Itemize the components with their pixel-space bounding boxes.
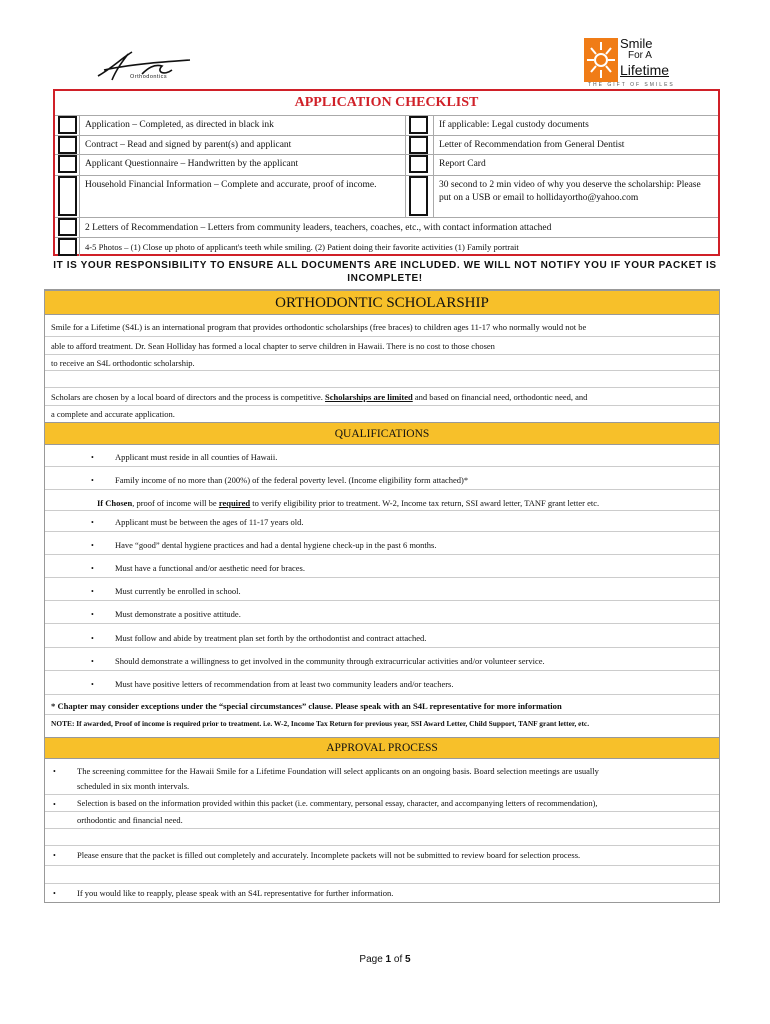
intro-line: to receive an S4L orthodontic scholarship. [51,358,195,368]
checklist-item: 4-5 Photos – (1) Close up photo of applicant's teeth while smiling. (2) Patient doing their favorite activities (1) Family portrait [85,242,519,252]
qualification-item: Family income of no more than (200%) of the federal poverty level. (Income eligibility form attached)* [115,475,469,485]
checklist-item: Application – Completed, as directed in black ink [85,120,274,130]
approval-process-title: APPROVAL PROCESS [45,737,719,759]
logo-for-a: For A [628,50,652,61]
checkbox-questionnaire[interactable] [58,155,77,173]
responsibility-warning: IT IS YOUR RESPONSIBILITY TO ENSURE ALL DOCUMENTS ARE INCLUDED. WE WILL NOT NOTIFY YOU IF YOUR PACKET IS INCOMPLETE! [53,260,717,284]
sun-icon [584,38,618,82]
checklist-item: If applicable: Legal custody documents [439,120,589,130]
intro-line: Smile for a Lifetime (S4L) is an international program that provides orthodontic scholarships (free braces) to children ages 11-17 who normally would not be [51,322,587,332]
checkbox-custody[interactable] [409,116,428,134]
checkbox-video[interactable] [409,176,428,216]
checklist-item: Applicant Questionnaire – Handwritten by the applicant [85,159,299,169]
checklist-title: APPLICATION CHECKLIST [294,95,479,110]
qualification-item: Must have positive letters of recommendation from at least two community leaders and/or teachers. [115,679,454,689]
awarded-note: NOTE: If awarded, Proof of income is required prior to treatment. i.e. W-2, Income Tax Return for previous year, SSI Award Letter, Child Support, TANF grant letter, etc. [51,719,590,728]
checklist-item: Contract – Read and signed by parent(s) and applicant [85,140,292,150]
scholarship-title: ORTHODONTIC SCHOLARSHIP [45,290,719,315]
approval-item: Please ensure that the packet is filled out completely and accurately. Incomplete packets will not be submitted to review board for selection process. [77,850,581,860]
selection-text: Scholars are chosen by a local board of directors and the process is competitive. Scholarships are limited and based on financial need, orthodontic need, and [51,392,588,402]
logo-lifetime: Lifetime [620,62,670,78]
qualification-item: Have “good” dental hygiene practices and had a dental hygiene check-up in the past 6 months. [115,540,437,550]
checkbox-dentist-letter[interactable] [409,136,428,154]
logo-subtitle: Orthodontics [130,74,168,80]
selection-text-2: a complete and accurate application. [51,409,175,419]
qualifications-title: QUALIFICATIONS [45,422,719,445]
checklist-item: 30 second to 2 min video of why you deserve the scholarship: Please put on a USB or email to hollidayortho@yahoo.com [439,180,701,203]
logo-smile: Smile [620,36,653,51]
approval-item: The screening committee for the Hawaii Smile for a Lifetime Foundation will select applicants on an ongoing basis. Board selection meetings are usually [77,766,599,776]
checkbox-financial[interactable] [58,176,77,216]
checkbox-application[interactable] [58,116,77,134]
page-indicator: Page 1 of 5 [359,954,411,965]
if-chosen-note: If Chosen, proof of income will be required to verify eligibility prior to treatment. W-2, Income tax return, SSI award letter, TANF grant letter etc. [97,498,600,508]
scholarships-limited: Scholarships are limited [325,392,413,402]
checklist-item: 2 Letters of Recommendation – Letters from community leaders, teachers, coaches, etc., with contact information attached [85,223,552,233]
approval-item: If you would like to reapply, please speak with an S4L representative for further information. [77,888,394,898]
approval-item-cont: orthodontic and financial need. [77,815,183,825]
qualification-item: Applicant must be between the ages of 11-17 years old. [115,517,304,527]
qualification-item: Must follow and abide by treatment plan set forth by the orthodontist and contract attached. [115,633,427,643]
checkbox-letters[interactable] [58,218,77,236]
checklist-item: Household Financial Information – Complete and accurate, proof of income. [85,180,377,190]
qualification-item: Should demonstrate a willingness to get involved in the community through extracurricular activities and/or volunteer service. [115,656,545,666]
checklist-item: Letter of Recommendation from General Dentist [439,140,625,150]
checkbox-report-card[interactable] [409,155,428,173]
checklist-item: Report Card [439,159,486,169]
intro-line: able to afford treatment. Dr. Sean Holliday has formed a local chapter to serve children in Hawaii. There is no cost to those chosen [51,341,495,351]
application-checklist [53,89,720,256]
scholarship-section: ORTHODONTIC SCHOLARSHIP Smile for a Lifetime (S4L) is an international program that provides orthodontic scholarships (free braces) to children ages 11-17 who normally would not be able to afford treatment. Dr. Sean Holliday has formed a local chapter to serve children in Hawaii. There is no cost to those chosen to receive an S4L orthodontic scholarship. Scholars are chosen by a local board of directors and the process is competitive. Scholarships are limited and based on financial need, orthodontic need, and a complete and accurate application. QUALIFICATIONS • Applicant must reside in all counties of Hawaii. • Family income of no more than (200%) of the federal poverty level. (Income eligibility form attached)* If Chosen, proof of income will be required to verify eligibility prior to treatment. W-2, Income tax return, SSI award letter, TANF grant letter etc. • Applicant must be between the ages of 11-17 years old. • Have “good” dental hygiene practices and had a dental hygiene check-up in the past 6 months. • Must have a functional and/or aesthetic need for braces. • Must currently be enrolled in school. • Must demonstrate a positive attitude. • Must follow and abide by treatment plan set forth by the orthodontist and contract attached. • Should demonstrate a willingness to get involved in the community through extracurricular activities and/or volunteer service. • Must have positive letters of recommendation from at least two community leaders and/or teachers. * Chapter may consider exceptions under the “special circumstances” clause. Please speak with an S4L representative for more information NOTE: If awarded, Proof of income is required prior to treatment. i.e. W-2, Income Tax Return for previous year, SSI Award Letter, Child Support, TANF grant letter, etc. APPROVAL PROCESS • The screening committee for the Hawaii Smile for a Lifetime Foundation will select applicants on an ongoing basis. Board selection meetings are usually scheduled in six month intervals. • Selection is based on the information provided within this packet (i.e. commentary, personal essay, character, and accompanying letters of recommendation), orthodontic and financial need. • Please ensure that the packet is filled out completely and accurately. Incomplete packets will not be submitted to review board for selection process. • If you would like to reapply, please speak with an S4L representative for further information. [44,289,720,903]
approval-item-cont: scheduled in six month intervals. [77,781,190,791]
approval-item: Selection is based on the information provided within this packet (i.e. commentary, personal essay, character, and accompanying letters of recommendation), [77,799,598,808]
smile-for-a-lifetime-logo [584,36,684,90]
checkbox-contract[interactable] [58,136,77,154]
qualification-item: Must currently be enrolled in school. [115,586,241,596]
qualification-item: Applicant must reside in all counties of Hawaii. [115,452,278,462]
logo-tagline: THE GIFT OF SMILES [588,82,675,88]
qualification-item: Must have a functional and/or aesthetic need for braces. [115,563,305,573]
qualification-item: Must demonstrate a positive attitude. [115,609,241,619]
checkbox-photos[interactable] [58,238,77,256]
chapter-exceptions-note: * Chapter may consider exceptions under the “special circumstances” clause. Please speak with an S4L representative for more information [51,701,562,711]
